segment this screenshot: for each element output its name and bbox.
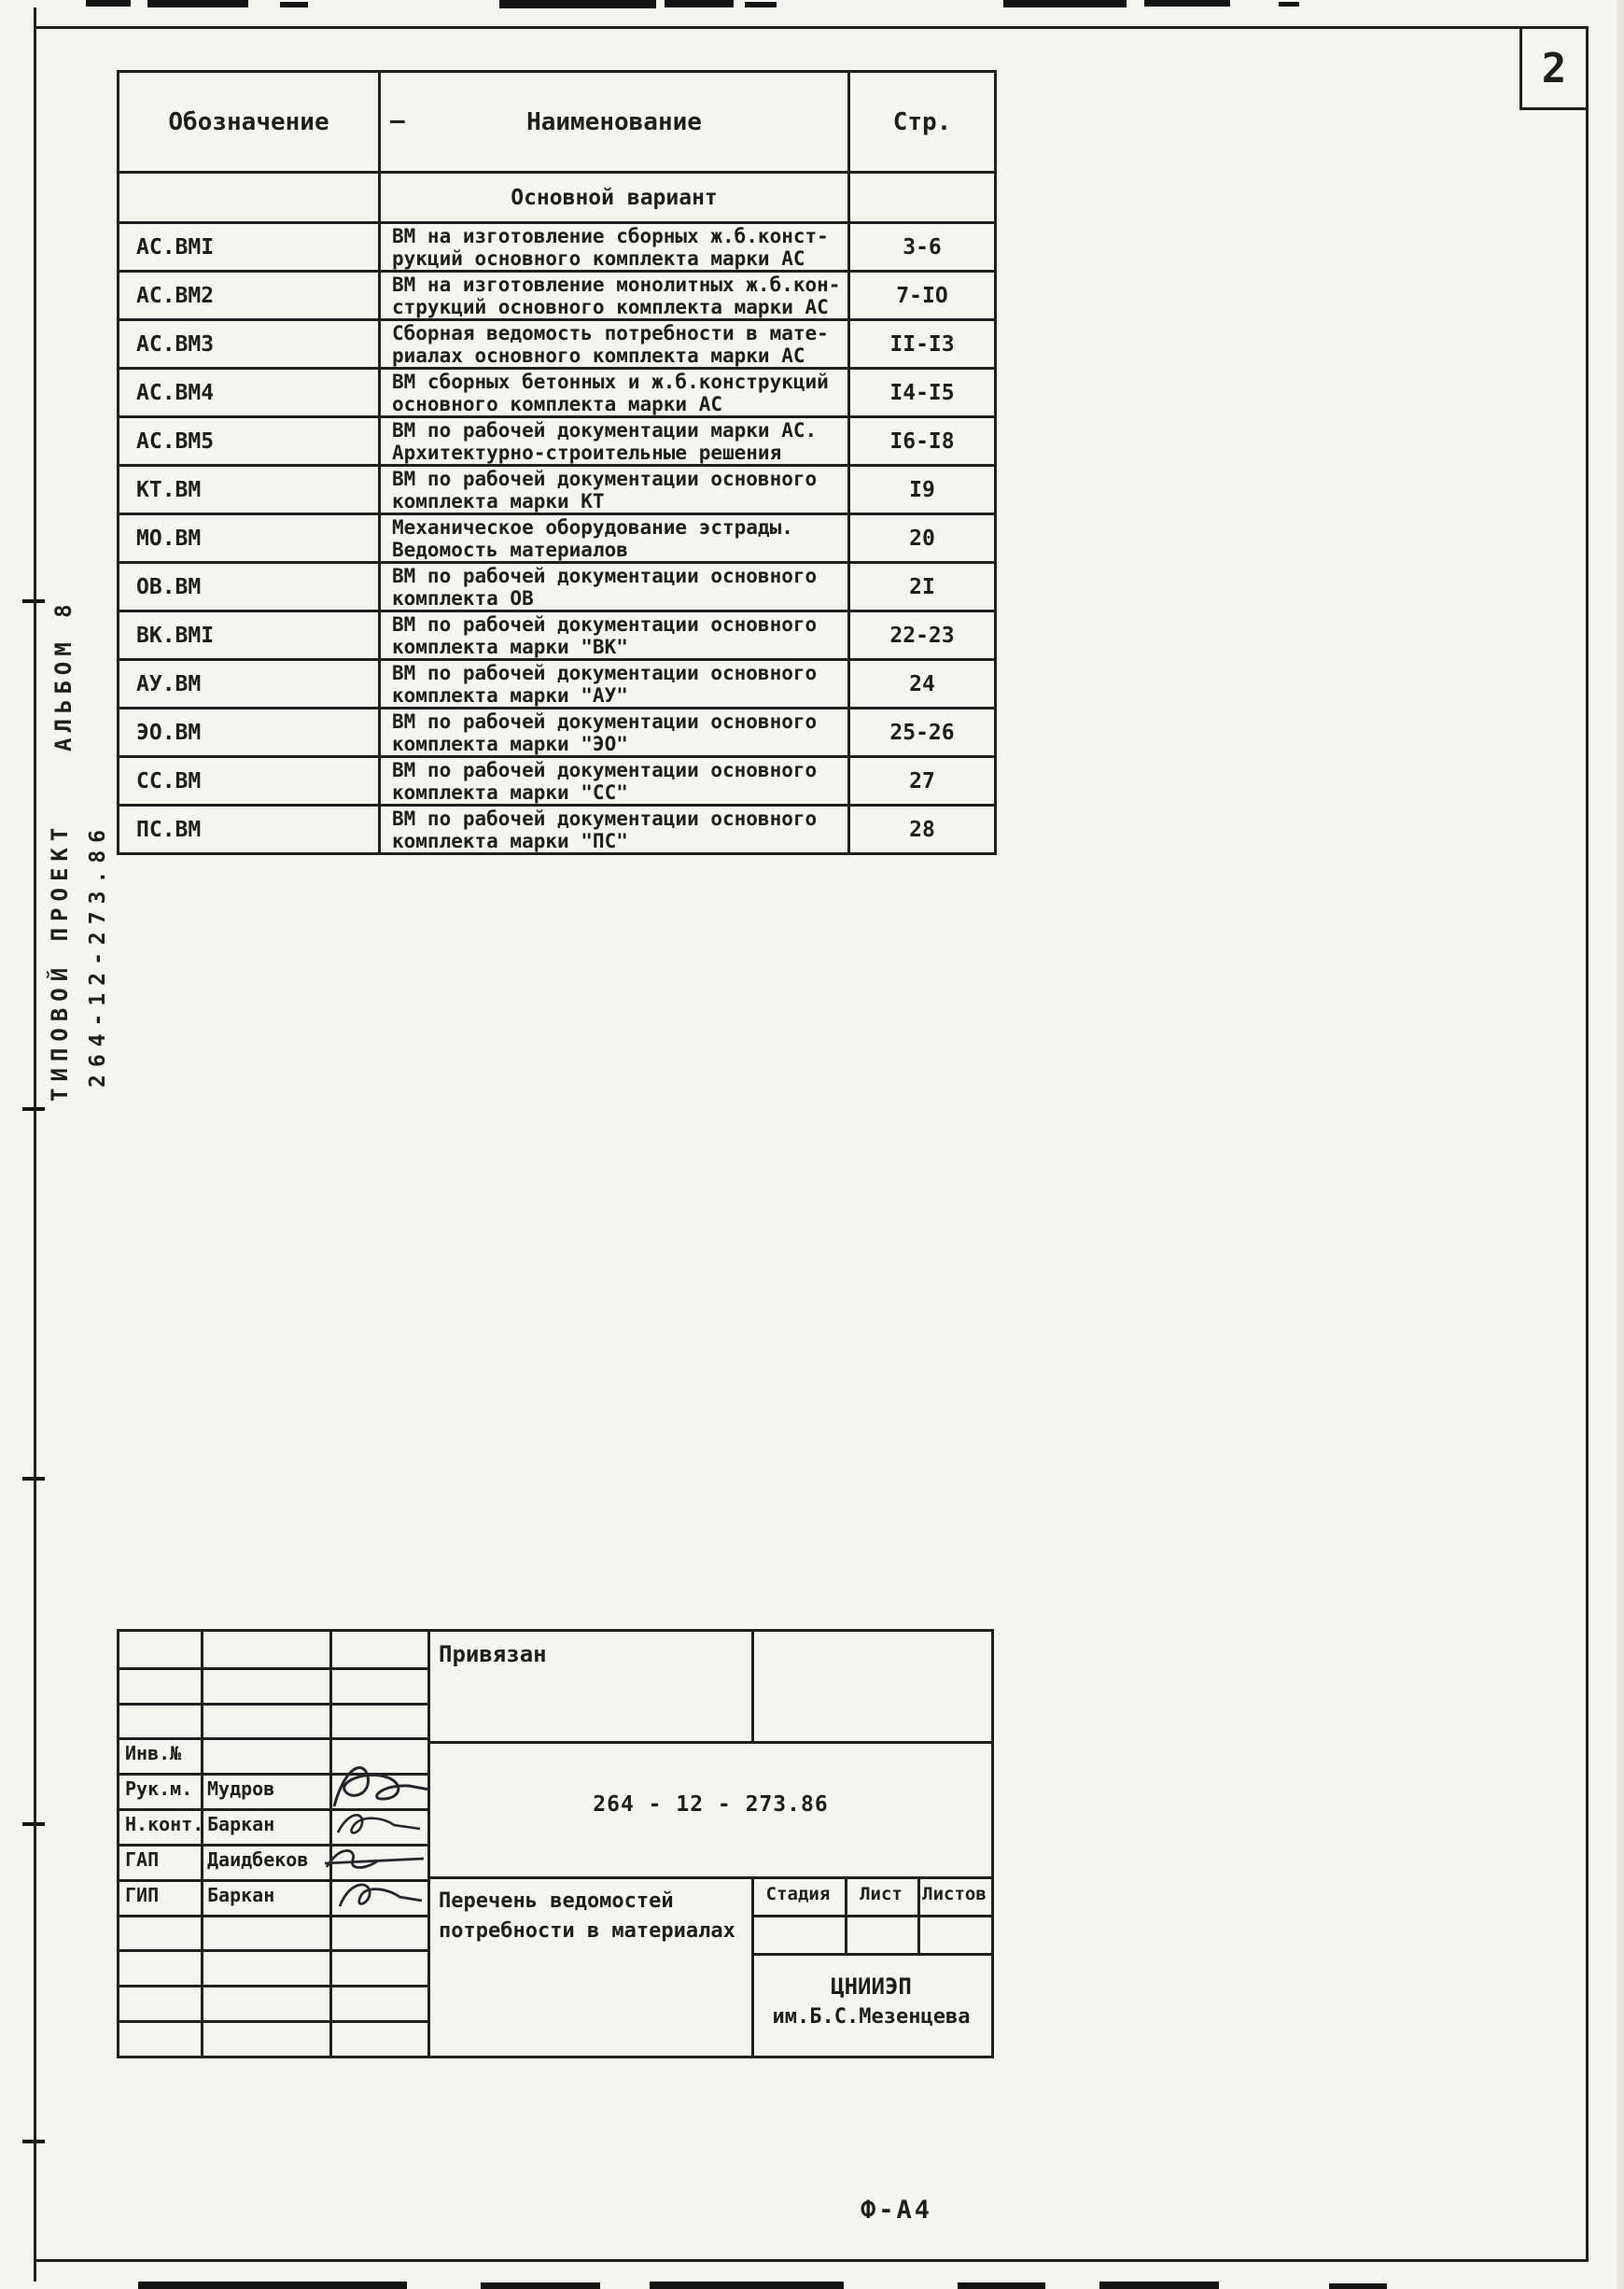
name-line: ВМ на изготовление сборных ж.б.конст- [392,225,829,247]
name-line: Архитектурно-строительные решения [392,442,782,464]
table-row [119,709,996,757]
designation-cell: АС.ВМ5 [119,417,380,466]
name-line: комплекта марки "ПС" [392,830,628,852]
name-line: ВМ по рабочей документации марки АС. [392,419,818,442]
name-line: комплекта марки "АУ" [392,684,628,707]
name-cell [380,611,849,660]
name-line: ВМ по рабочей документации основного [392,807,818,830]
col-header-name [380,72,849,173]
scan-artifact [745,2,777,7]
section-title: Основной вариант [380,173,849,223]
col-header-name-label: Наименование [526,107,702,136]
scan-artifact [280,2,308,7]
frame-line-top [34,26,1589,29]
document-code: 264 - 12 - 273.86 [593,1792,829,1817]
name-line: комплекта марки "ВК" [392,636,628,658]
designation-cell: АС.ВМ4 [119,369,380,417]
col-header-pages: Стр. [849,72,996,173]
pages-cell: II-I3 [849,320,996,369]
table-row [119,757,996,806]
name-line: комплекта ОВ [392,587,534,610]
pages-cell: 28 [849,806,996,854]
name-cell [380,806,849,854]
margin-stamp-code: 264-12-273.86 [86,822,110,1088]
name-line: риалах основного комплекта марки АС [392,344,805,367]
name-line: ВМ по рабочей документации основного [392,662,818,684]
designation-cell: ВК.ВМI [119,611,380,660]
title-block-line [427,1876,991,1879]
table-row [119,806,996,854]
name-line: рукций основного комплекта марки АС [392,247,805,270]
staff-role: ГАП [125,1848,160,1871]
title-block-line [119,1949,430,1952]
scan-artifact [138,2282,407,2289]
table-row [119,320,996,369]
name-line: струкций основного комплекта марки АС [392,296,829,318]
table-row [119,466,996,514]
scan-artifact [481,2282,600,2289]
scan-artifact [1329,2283,1387,2289]
scan-artifact [665,0,734,7]
frame-line-left [34,7,36,2282]
name-line: Сборная ведомость потребности в мате- [392,322,829,344]
scan-artifact [1003,0,1127,7]
table-row [119,417,996,466]
name-line: ВМ сборных бетонных и ж.б.конструкций [392,371,829,393]
empty-cell [849,173,996,223]
table-header-row [119,72,996,173]
name-line: ВМ по рабочей документации основного [392,710,818,733]
name-cell [380,709,849,757]
staff-role: ГИП [125,1884,160,1906]
sheet-label: Лист [860,1884,903,1904]
name-line: ВМ по рабочей документации основного [392,613,818,636]
table-row [119,272,996,320]
title-block [117,1629,994,2058]
title-block-line [751,1953,991,1956]
scan-shadow [1617,0,1624,2289]
title-block-line [119,2020,430,2023]
designation-cell: СС.ВМ [119,757,380,806]
scan-artifact [499,0,656,8]
title-block-line [201,1632,203,2056]
staff-name: Баркан [207,1884,275,1906]
designation-cell: АС.ВМ2 [119,272,380,320]
page-number: 2 [1541,45,1567,92]
title-block-line [427,1632,430,2056]
name-line: ВМ по рабочей документации основного [392,565,818,587]
col-header-designation: Обозначение [119,72,380,173]
page-number-box-line [1519,107,1589,110]
table-row [119,660,996,709]
name-line: комплекта марки "СС" [392,781,628,804]
designation-cell: МО.ВМ [119,514,380,563]
document-title-line: Перечень ведомостей [439,1889,674,1913]
scan-artifact [1099,2282,1219,2289]
name-line: ВМ на изготовление монолитных ж.б.кон- [392,274,841,296]
title-block-line [427,1741,991,1744]
pages-cell: 27 [849,757,996,806]
stage-label: Стадия [765,1884,831,1904]
margin-stamp-series: ТИПОВОЙ ПРОЕКТ [47,821,73,1102]
staff-role: Рук.м. [125,1777,193,1800]
table-row [119,223,996,272]
table-row [119,514,996,563]
designation-cell: ПС.ВМ [119,806,380,854]
name-line: комплекта марки "ЭО" [392,733,628,755]
designation-cell: АУ.ВМ [119,660,380,709]
margin-stamp-album: АЛЬБОМ 8 [50,598,77,751]
table-row [119,369,996,417]
binding-note: Привязан [439,1641,547,1667]
table-row [119,563,996,611]
pages-cell: 25-26 [849,709,996,757]
empty-cell [119,173,380,223]
section-row [119,173,996,223]
pages-cell: 24 [849,660,996,709]
header-dash: — [390,106,405,134]
organization-line: им.Б.С.Мезенцева [772,2005,971,2029]
name-line: комплекта марки КТ [392,490,605,513]
scan-artifact [650,2282,844,2289]
pages-cell: 22-23 [849,611,996,660]
staff-role: Инв.№ [125,1742,182,1764]
pages-cell: I6-I8 [849,417,996,466]
frame-line-right [1586,26,1589,2262]
name-line: Ведомость материалов [392,539,628,561]
name-cell [380,757,849,806]
title-block-line [751,1915,991,1917]
name-cell [380,223,849,272]
frame-line-bottom [34,2259,1589,2262]
staff-name: Даидбеков [207,1848,309,1871]
designation-cell: ОВ.ВМ [119,563,380,611]
name-cell [380,514,849,563]
pages-cell: I9 [849,466,996,514]
form-label: Ф-А4 [861,2196,933,2225]
document-title-line: потребности в материалах [439,1919,735,1943]
name-cell [380,272,849,320]
name-cell [380,320,849,369]
organization-line: ЦНИИЭП [831,1973,912,2000]
scan-artifact [1279,2,1299,7]
scan-artifact [958,2282,1045,2289]
sheets-label: Листов [922,1884,987,1904]
name-line: ВМ по рабочей документации основного [392,468,818,490]
name-line: Механическое оборудование эстрады. [392,516,793,539]
staff-name: Мудров [207,1777,275,1800]
contents-table [117,70,997,855]
designation-cell: ЭО.ВМ [119,709,380,757]
staff-name: Баркан [207,1813,275,1835]
signature [332,1805,426,1842]
staff-role: Н.конт. [125,1813,204,1835]
title-block-line [119,1737,430,1740]
title-block-line [751,1632,754,1741]
scan-artifact [1144,0,1230,7]
scan-artifact [147,0,248,7]
title-block-line [119,1667,430,1670]
scan-artifact [86,0,131,7]
pages-cell: 3-6 [849,223,996,272]
designation-cell: АС.ВМ3 [119,320,380,369]
name-cell [380,417,849,466]
title-block-line [119,1703,430,1706]
name-line: основного комплекта марки АС [392,393,723,415]
title-block-line [119,1985,430,1987]
name-cell [380,563,849,611]
table-row [119,611,996,660]
signature [332,1875,426,1917]
designation-cell: АС.ВМI [119,223,380,272]
name-cell [380,369,849,417]
pages-cell: 7-IO [849,272,996,320]
name-cell [380,660,849,709]
pages-cell: 20 [849,514,996,563]
designation-cell: КТ.ВМ [119,466,380,514]
name-cell [380,466,849,514]
name-line: ВМ по рабочей документации основного [392,759,818,781]
pages-cell: I4-I5 [849,369,996,417]
pages-cell: 2I [849,563,996,611]
